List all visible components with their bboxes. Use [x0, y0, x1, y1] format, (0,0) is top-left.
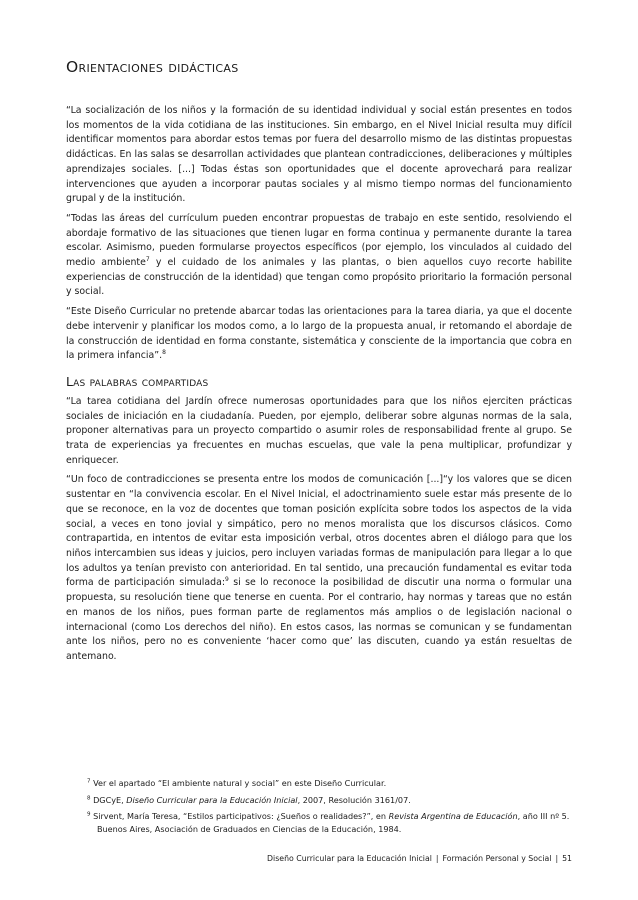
subsection-heading: Las palabras compartidas [66, 373, 209, 389]
footnote-number: 9 [87, 811, 91, 818]
footnote-text: , año III nº 5. Buenos Aires, Asociación de Graduados en Ciencias de la Educación, 1984. [97, 811, 570, 834]
footnote-ref-9: 9 [225, 576, 229, 584]
footer-section: Formación Personal y Social [442, 854, 552, 863]
footnote-8 [87, 794, 573, 807]
footnote-ref-8: 8 [162, 349, 166, 357]
paragraph-2-text-b: y el cuidado de los animales y las plantas, o bien aquellos cuyo recorte habilite experiencias de construcción de la identidad) que tengan como propósito prioritario la formación personal y social. [66, 257, 573, 298]
paragraph-4-text: “La tarea cotidiana del Jardín ofrece numerosas oportunidades para que los niños ejerciten prácticas sociales de iniciación en la ciudadanía. Pueden, por ejemplo, deliberar sobre algunas normas de la sala, proponer alternativas para un proyecto compartido o asumir roles de responsabilidad frente al grupo. Se trata de experiencias ya frecuentes en muchas escuelas, que vale la pena multiplicar, profundizar y enriquecer. [66, 395, 572, 466]
paragraph-3-text: “Este Diseño Curricular no pretende abarcar todas las orientaciones para la tarea diaria, ya que el docente debe intervenir y planificar los modos como, a lo largo de la propuesta anual, ir retomando el abordaje de la construcción de identidad en forma constante, sistemática y consciente de la importancia que cobra en la primera infancia”. [66, 306, 572, 362]
footnote-text: DGCyE, [93, 794, 127, 805]
paragraph-3 [66, 305, 572, 364]
footnotes [87, 777, 573, 839]
footer-title: Diseño Curricular para la Educación Inicial [267, 854, 432, 863]
footnote-number: 7 [87, 778, 91, 785]
footnote-title: Revista Argentina de Educación [388, 811, 518, 821]
footnote-7 [87, 777, 573, 790]
footer-separator: | [435, 854, 439, 863]
paragraph-2-text-a: “Todas las áreas del currículum pueden encontrar propuestas de trabajo en este sentido, resolviendo el abordaje formativo de las situaciones que tienen lugar en forma continua y permanente durante la tarea escolar. Asimismo, pueden formularse proyectos específicos (por ejemplo, los vinculados al cuidado del medio ambiente [66, 212, 572, 269]
footnote-text: Sirvent, María Teresa, “Estilos participativos: ¿Sueños o realidades?”, en [93, 811, 389, 821]
paragraph-4 [66, 395, 572, 469]
paragraph-5-text-a: “Un foco de contradicciones se presenta entre los modos de comunicación [...]“y los valores que se dicen sustentar en “la convivencia escolar. En el Nivel Inicial, el adoctrinamiento suele estar más presente de lo que se reconoce, en la voz de docentes que toman posición explícita sobre todos los aspectos de la vida social, a veces en tono jovial y simpático, pero no menos moralista que los discursos clásicos. Como contrapartida, en intentos de evitar esta imposición verbal, otros docentes abren el diálogo para que los niños intercambien sus ideas y juicios, pero incluyen variadas formas de manipulación para llegar a lo que los adultos ya tenían previsto con anterioridad. En tal sentido, una precaución fundamental es evitar toda forma de participación simulada: [66, 474, 572, 589]
section-heading: Orientaciones didácticas [66, 58, 239, 76]
footer-separator: | [555, 854, 559, 863]
footnote-title: Diseño Curricular para la Educación Inicial [126, 794, 298, 805]
main-content [66, 58, 572, 670]
footnote-text: , 2007, Resolución 3161/07. [297, 794, 411, 805]
paragraph-2 [66, 212, 572, 300]
page-footer [267, 854, 572, 863]
paragraph-5-text-b: si se lo reconoce la posibilidad de discutir una norma o formular una propuesta, su resolución tiene que tenerse en cuenta. Por el contrario, hay normas y tareas que no están en manos de los niños, pues forman parte de reglamentos más amplios o de legislación nacional o internacional (como Los derechos del niño). En estos casos, las normas se comunican y se fundamentan ante los niños, pero no es conveniente ‘hacer como que’ las discuten, cuando ya están resueltas de antemano. [66, 577, 572, 662]
paragraph-5 [66, 473, 572, 664]
footnote-number: 8 [87, 794, 91, 801]
paragraph-1 [66, 104, 572, 207]
footnote-ref-7: 7 [145, 255, 150, 263]
paragraph-1-text: “La socialización de los niños y la formación de su identidad individual y social están presentes en todos los momentos de la vida cotidiana de las instituciones. Sin embargo, en el Nivel Inicial resulta muy difícil identificar momentos para abordar estos temas por fuera del desarrollo mismo de las distintas propuestas didácticas. En las salas se desarrollan actividades que plantean contradicciones, deliberaciones y múltiples aprendizajes sociales. [...] Todas éstas son oportunidades que el docente aprovechará para realizar intervenciones que ayuden a incorporar pautas sociales y al mismo tiempo normas del funcionamiento grupal y de la institución. [66, 105, 572, 205]
footnote-text: Ver el apartado “El ambiente natural y social” en este Diseño Curricular. [93, 778, 387, 788]
footnote-9 [87, 810, 573, 835]
page-number: 51 [562, 854, 572, 863]
